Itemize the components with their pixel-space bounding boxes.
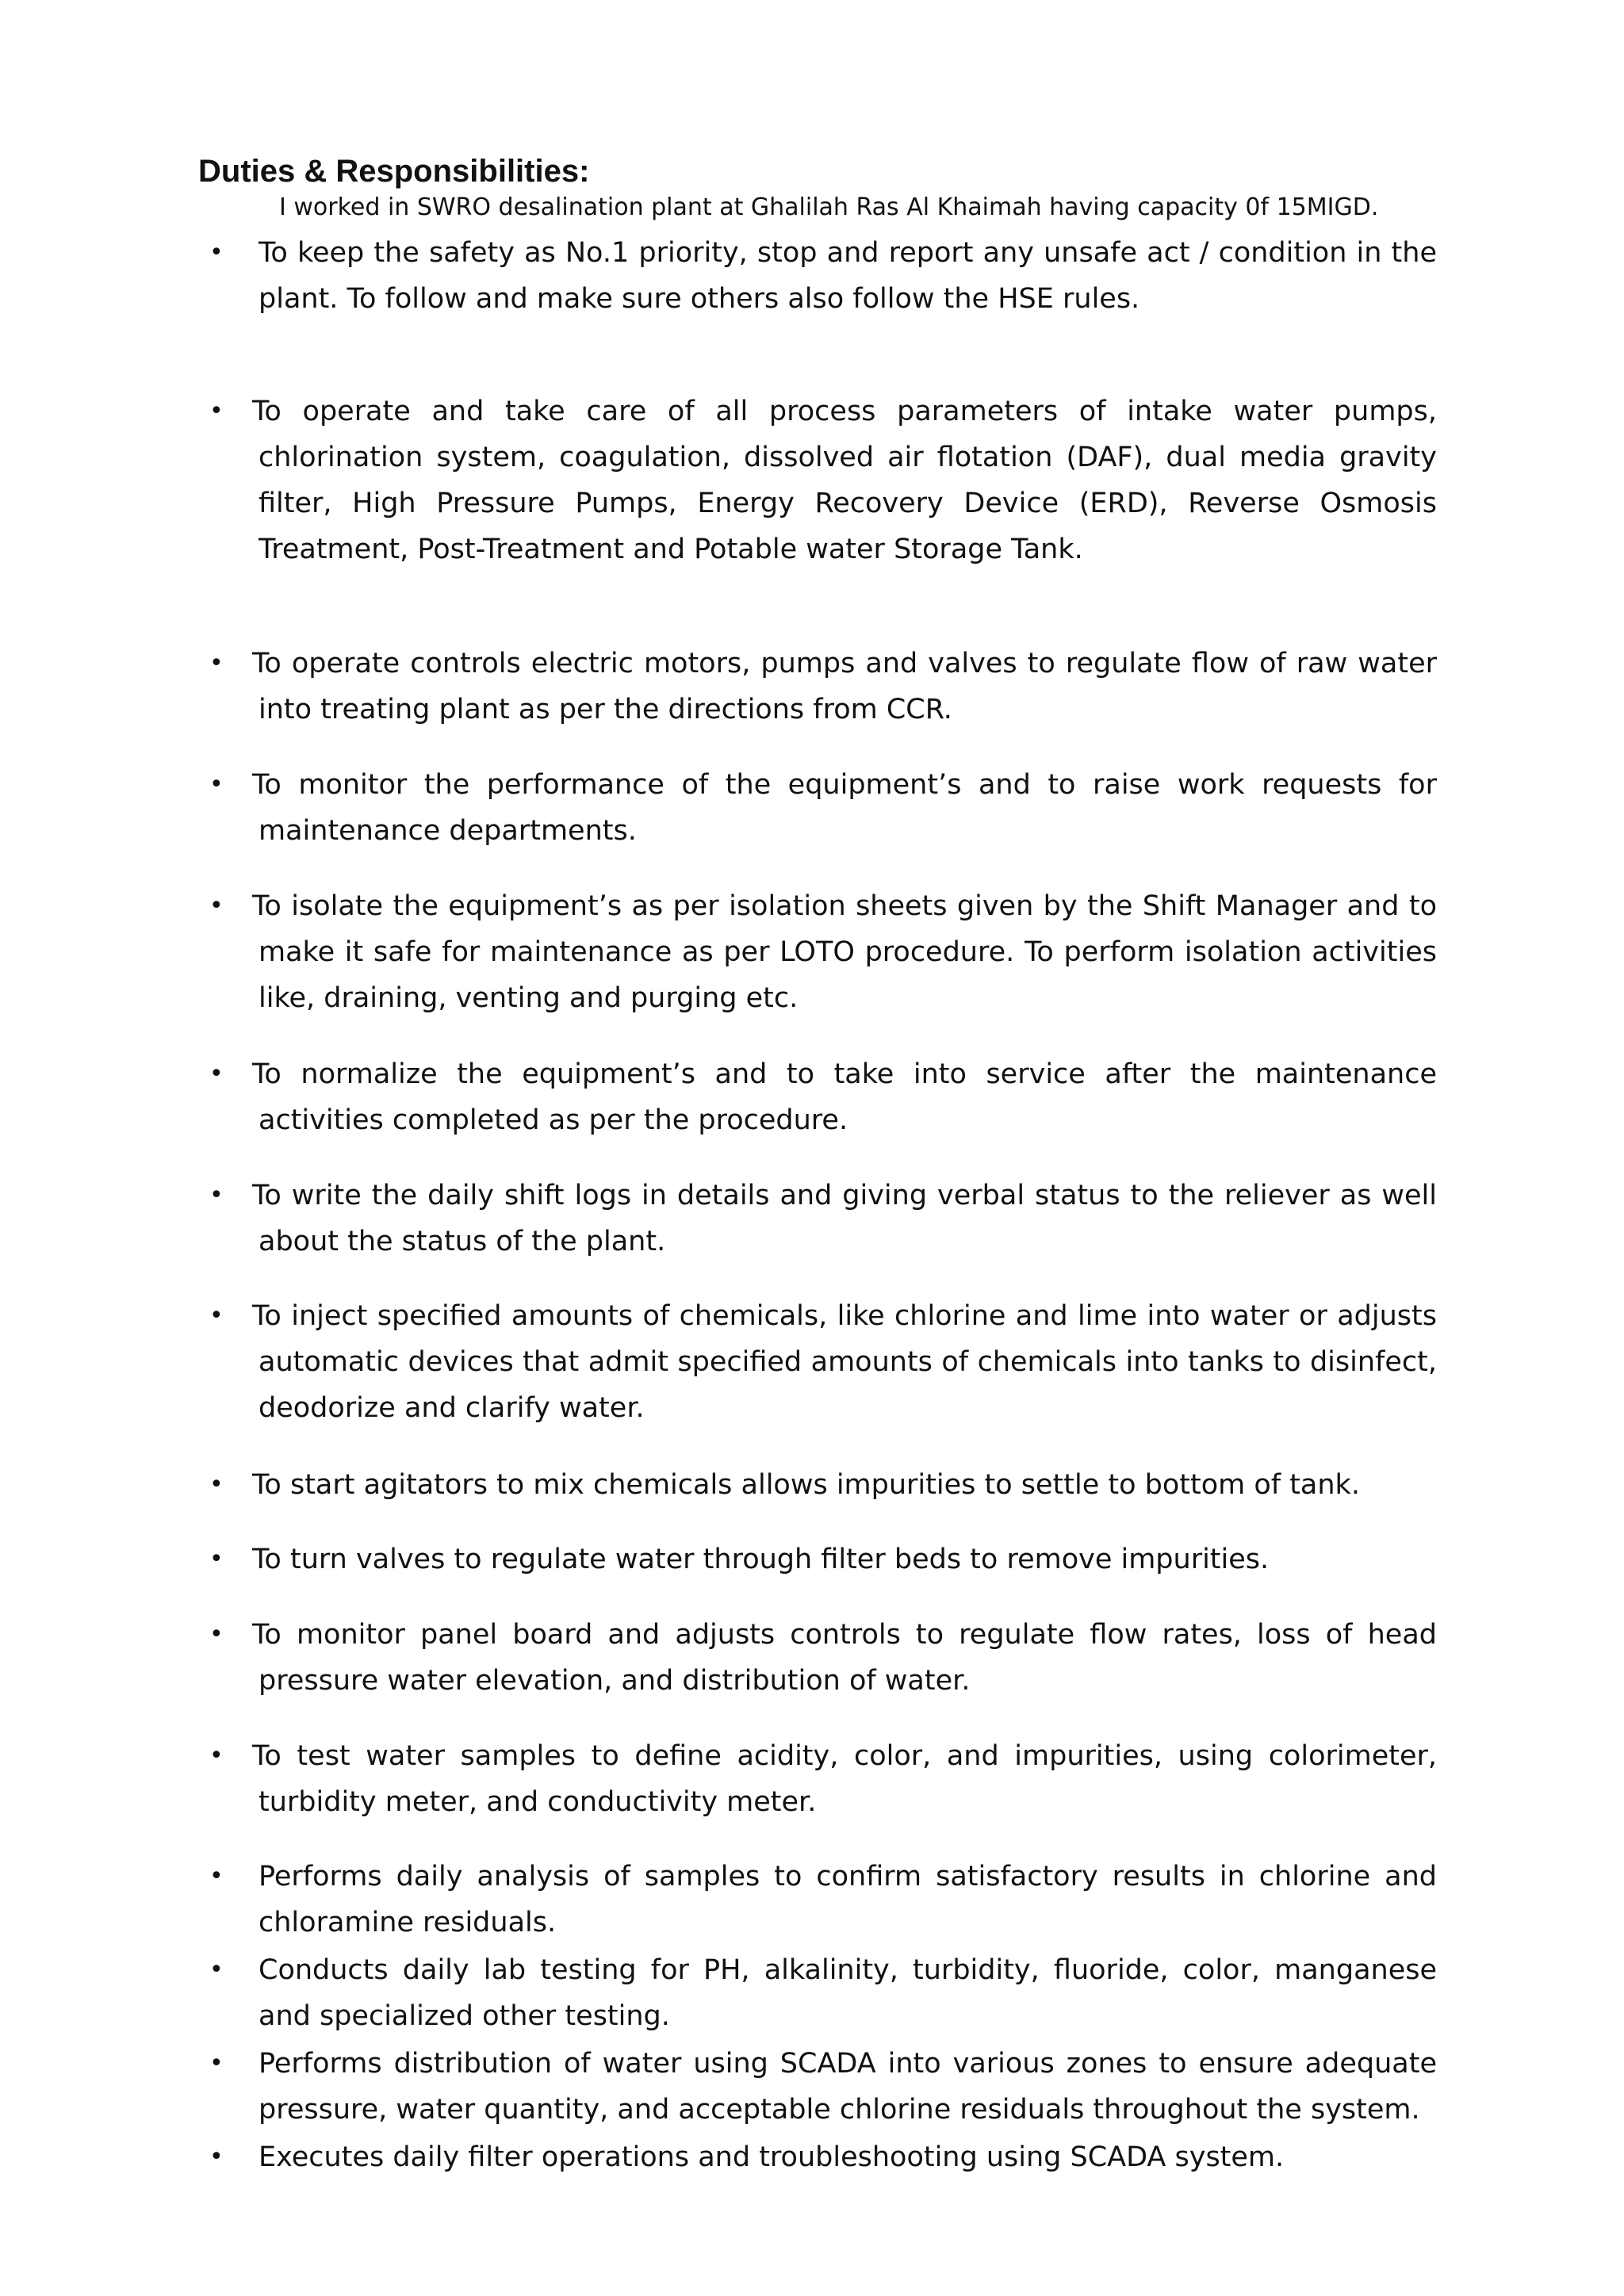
bullet-icon: •: [209, 239, 224, 266]
list-item: [209, 388, 1437, 572]
bullet-icon: •: [209, 1545, 224, 1573]
list-item: [209, 2041, 1437, 2133]
list-item: [209, 641, 1437, 733]
bullet-icon: •: [209, 397, 224, 425]
list-item-text: Executes daily filter operations and troubleshooting using SCADA system.: [259, 2141, 1285, 2173]
bullet-icon: •: [209, 1742, 224, 1770]
bullet-icon: •: [209, 1471, 224, 1498]
bullet-icon: •: [209, 892, 224, 920]
list-item: [209, 1536, 1437, 1582]
list-item: [209, 1612, 1437, 1704]
list-item: [209, 883, 1437, 1021]
bullet-icon: •: [209, 1956, 224, 1984]
intro-line: I worked in SWRO desalination plant at Ghalilah Ras Al Khaimah having capacity 0f 15MIGD.: [279, 193, 1379, 221]
list-item-text: To inject specified amounts of chemicals, like chlorine and lime into water or adjusts automatic devices that admit specified amounts of chemicals into tanks to disinfect, deodorize and clarify water.: [252, 1300, 1437, 1424]
list-item-text: To operate and take care of all process parameters of intake water pumps, chlorination system, coagulation, dissolved air flotation (DAF), dual media gravity filter, High Pressure Pumps, Energy Recovery Device (ERD), Reverse Osmosis Treatment, Post-Treatment and Potable water Storage Tank.: [252, 396, 1437, 565]
list-item: [209, 1462, 1437, 1508]
list-item-text: To turn valves to regulate water through filter beds to remove impurities.: [252, 1544, 1270, 1575]
list-item-text: To normalize the equipment’s and to take into service after the maintenance activities completed as per the procedure.: [252, 1058, 1437, 1136]
list-item: [209, 1947, 1437, 2039]
list-item-text: To isolate the equipment’s as per isolation sheets given by the Shift Manager and to make it safe for maintenance as per LOTO procedure. To perform isolation activities like, draining, venting and purging etc.: [252, 890, 1437, 1014]
bullet-icon: •: [209, 2049, 224, 2077]
bullet-icon: •: [209, 649, 224, 677]
list-item-text: Conducts daily lab testing for PH, alkalinity, turbidity, fluoride, color, manganese and specialized other testing.: [259, 1954, 1437, 2032]
bullet-icon: •: [209, 771, 224, 798]
bullet-icon: •: [209, 1181, 224, 1209]
bullet-icon: •: [209, 1862, 224, 1890]
list-item-text: To monitor panel board and adjusts controls to regulate flow rates, loss of head pressure water elevation, and distribution of water.: [252, 1619, 1437, 1697]
list-item-text: Performs distribution of water using SCADA into various zones to ensure adequate pressure, water quantity, and acceptable chlorine residuals throughout the system.: [259, 2048, 1437, 2126]
list-item-text: To start agitators to mix chemicals allows impurities to settle to bottom of tank.: [252, 1469, 1360, 1501]
bullet-icon: •: [209, 2143, 224, 2171]
list-item: [209, 762, 1437, 854]
list-item: [209, 1051, 1437, 1143]
bullet-icon: •: [209, 1060, 224, 1088]
list-item: [209, 2134, 1437, 2180]
list-item-text: To operate controls electric motors, pumps and valves to regulate flow of raw water into treating plant as per the directions from CCR.: [252, 648, 1437, 725]
list-item-text: To write the daily shift logs in details and giving verbal status to the reliever as well about the status of the plant.: [252, 1180, 1437, 1257]
bullet-icon: •: [209, 1621, 224, 1648]
list-item: [209, 1293, 1437, 1431]
section-heading: Duties & Responsibilities:: [198, 154, 590, 189]
list-item: [209, 230, 1437, 322]
list-item: [209, 1173, 1437, 1265]
bullet-icon: •: [209, 1302, 224, 1330]
list-item-text: To keep the safety as No.1 priority, stop and report any unsafe act / condition in the plant. To follow and make sure others also follow the HSE rules.: [259, 237, 1437, 315]
list-item-text: Performs daily analysis of samples to confirm satisfactory results in chlorine and chloramine residuals.: [259, 1861, 1437, 1938]
list-item: [209, 1733, 1437, 1825]
list-item-text: To test water samples to define acidity, color, and impurities, using colorimeter, turbidity meter, and conductivity meter.: [252, 1740, 1437, 1818]
list-item-text: To monitor the performance of the equipment’s and to raise work requests for maintenance departments.: [252, 769, 1437, 847]
list-item: [209, 1854, 1437, 1946]
